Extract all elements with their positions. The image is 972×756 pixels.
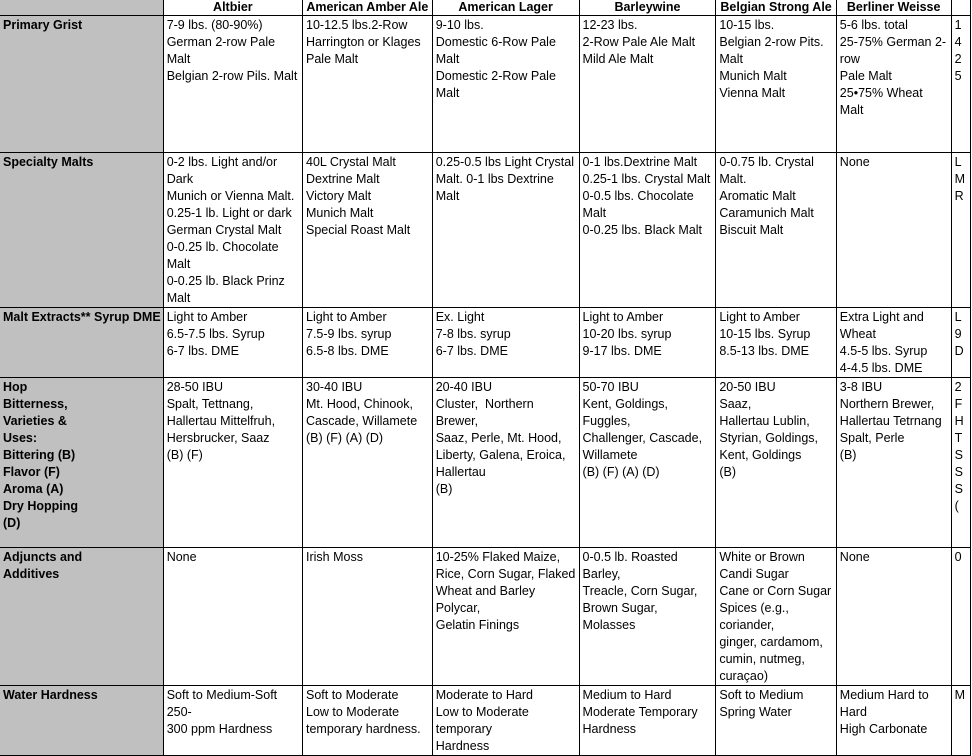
table-cell[interactable]: Ex. Light 7-8 lbs. syrup 6-7 lbs. DME [432, 308, 579, 378]
table-row [0, 686, 971, 756]
corner-cell[interactable] [0, 0, 163, 16]
table-row [0, 16, 971, 153]
row-header[interactable]: Hop Bitterness, Varieties & Uses: Bittering (B) Flavor (F) Aroma (A) Dry Hopping (D) [0, 378, 163, 548]
table-cell[interactable]: Medium to Hard Moderate Temporary Hardness [579, 686, 716, 756]
table-cell[interactable]: L M R [951, 153, 970, 308]
table-cell[interactable]: 20-40 IBU Cluster, Northern Brewer, Saaz, Perle, Mt. Hood, Liberty, Galena, Eroica, Hallertau (B) [432, 378, 579, 548]
table-cell[interactable]: 20-50 IBU Saaz, Hallertau Lublin, Styrian, Goldings, Kent, Goldings (B) [716, 378, 836, 548]
column-header[interactable]: Berliner Weisse [836, 0, 951, 16]
table-cell[interactable]: 2 F H T S S S ( [951, 378, 970, 548]
table-cell[interactable]: 0-2 lbs. Light and/or Dark Munich or Vienna Malt. 0.25-1 lb. Light or dark German Crystal Malt 0-0.25 lb. Chocolate Malt 0-0.25 lb. Black Prinz Malt [163, 153, 302, 308]
table-cell[interactable]: Light to Amber 7.5-9 lbs. syrup 6.5-8 lbs. DME [303, 308, 433, 378]
row-header[interactable]: Primary Grist [0, 16, 163, 153]
table-cell[interactable]: White or Brown Candi Sugar Cane or Corn Sugar Spices (e.g., coriander, ginger, cardamom, cumin, nutmeg, curaçao) [716, 548, 836, 686]
table-cell[interactable]: None [836, 548, 951, 686]
table-cell[interactable]: Extra Light and Wheat 4.5-5 lbs. Syrup 4-4.5 lbs. DME [836, 308, 951, 378]
row-header[interactable]: Adjuncts and Additives [0, 548, 163, 686]
header-row [0, 0, 971, 16]
table-row [0, 153, 971, 308]
table-cell[interactable]: 12-23 lbs. 2-Row Pale Ale Malt Mild Ale Malt [579, 16, 716, 153]
table-cell[interactable]: L 9 D [951, 308, 970, 378]
table-cell[interactable]: None [836, 153, 951, 308]
row-header[interactable]: Water Hardness [0, 686, 163, 756]
table-cell[interactable]: 40L Crystal Malt Dextrine Malt Victory Malt Munich Malt Special Roast Malt [303, 153, 433, 308]
column-header[interactable]: Belgian Strong Ale [716, 0, 836, 16]
table-cell[interactable]: 0-0.5 lb. Roasted Barley, Treacle, Corn Sugar, Brown Sugar, Molasses [579, 548, 716, 686]
table-cell[interactable]: 30-40 IBU Mt. Hood, Chinook, Cascade, Willamete (B) (F) (A) (D) [303, 378, 433, 548]
table-cell[interactable]: 0.25-0.5 lbs Light Crystal Malt. 0-1 lbs Dextrine Malt [432, 153, 579, 308]
table-cell[interactable]: 1 4 2 5 [951, 16, 970, 153]
table-cell[interactable]: 5-6 lbs. total 25-75% German 2- row Pale Malt 25•75% Wheat Malt [836, 16, 951, 153]
column-header[interactable]: American Lager [432, 0, 579, 16]
table-cell[interactable]: None [163, 548, 302, 686]
column-header[interactable]: Altbier [163, 0, 302, 16]
column-header[interactable]: Barleywine [579, 0, 716, 16]
table-cell[interactable]: Moderate to Hard Low to Moderate temporary Hardness [432, 686, 579, 756]
column-header[interactable] [951, 0, 970, 16]
table-cell[interactable]: Soft to Moderate Low to Moderate temporary hardness. [303, 686, 433, 756]
table-row [0, 308, 971, 378]
table-cell[interactable]: 7-9 lbs. (80-90%) German 2-row Pale Malt Belgian 2-row Pils. Malt [163, 16, 302, 153]
table-cell[interactable]: 10-15 lbs. Belgian 2-row Pits. Malt Munich Malt Vienna Malt [716, 16, 836, 153]
table-cell[interactable]: M [951, 686, 970, 756]
table-cell[interactable]: 0-0.75 lb. Crystal Malt. Aromatic Malt Caramunich Malt Biscuit Malt [716, 153, 836, 308]
table-cell[interactable]: Medium Hard to Hard High Carbonate [836, 686, 951, 756]
table-cell[interactable]: Soft to Medium Spring Water [716, 686, 836, 756]
table-cell[interactable]: 0-1 lbs.Dextrine Malt 0.25-1 lbs. Crystal Malt 0-0.5 lbs. Chocolate Malt 0-0.25 lbs. Black Malt [579, 153, 716, 308]
table-cell[interactable]: 10-12.5 lbs.2-Row Harrington or Klages Pale Malt [303, 16, 433, 153]
row-header[interactable]: Specialty Malts [0, 153, 163, 308]
table-cell[interactable]: 9-10 lbs. Domestic 6-Row Pale Malt Domestic 2-Row Pale Malt [432, 16, 579, 153]
table-row [0, 378, 971, 548]
table-cell[interactable]: Light to Amber 10-20 lbs. syrup 9-17 lbs. DME [579, 308, 716, 378]
table-cell[interactable]: 3-8 IBU Northern Brewer, Hallertau Tetrnang Spalt, Perle (B) [836, 378, 951, 548]
row-header[interactable]: Malt Extracts** Syrup DME [0, 308, 163, 378]
column-header[interactable]: American Amber Ale [303, 0, 433, 16]
table-row [0, 548, 971, 686]
table-cell[interactable]: 10-25% Flaked Maize, Rice, Corn Sugar, Flaked Wheat and Barley Polycar, Gelatin Finings [432, 548, 579, 686]
table-cell[interactable]: 50-70 IBU Kent, Goldings, Fuggles, Challenger, Cascade, Willamete (B) (F) (A) (D) [579, 378, 716, 548]
table-cell[interactable]: 28-50 IBU Spalt, Tettnang, Hallertau Mittelfruh, Hersbrucker, Saaz (B) (F) [163, 378, 302, 548]
table-cell[interactable]: Irish Moss [303, 548, 433, 686]
table-cell[interactable]: 0 [951, 548, 970, 686]
table-cell[interactable]: Light to Amber 10-15 lbs. Syrup 8.5-13 lbs. DME [716, 308, 836, 378]
table-cell[interactable]: Soft to Medium-Soft 250- 300 ppm Hardness [163, 686, 302, 756]
table-cell[interactable]: Light to Amber 6.5-7.5 lbs. Syrup 6-7 lbs. DME [163, 308, 302, 378]
